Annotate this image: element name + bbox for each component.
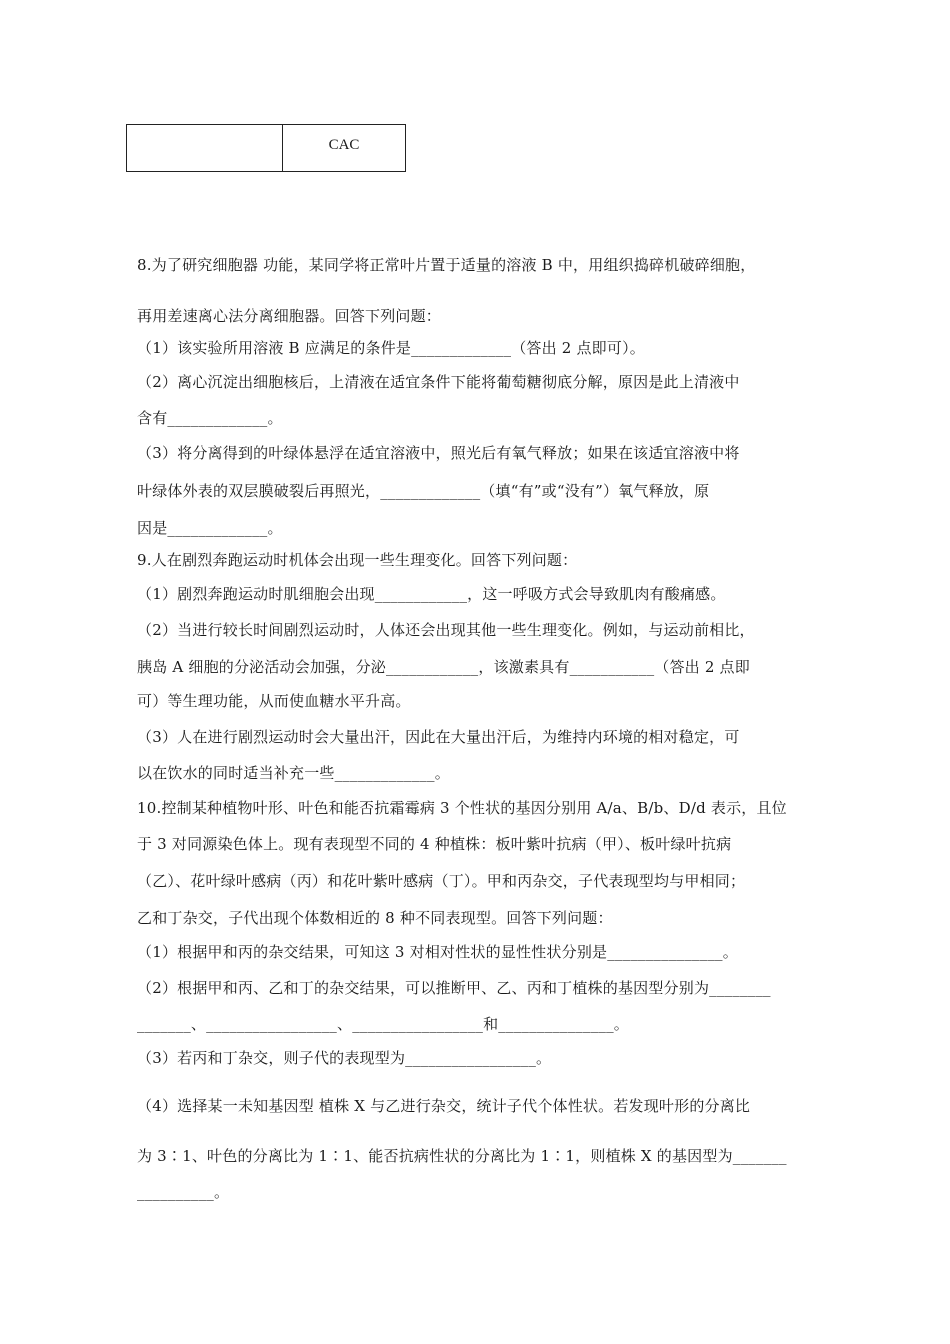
- q9-part2-line1: （2）当进行较长时间剧烈运动时，人体还会出现其他一些生理变化。例如，与运动前相比，: [137, 621, 755, 639]
- answer-table: [126, 124, 406, 172]
- q9-part2-line2: 胰岛 A 细胞的分泌活动会加强，分泌____________，该激素具有___________（答出 2 点即: [137, 658, 750, 676]
- q8-part3-line3: 因是_____________。: [137, 519, 283, 537]
- q8-part3-line2: 叶绿体外表的双层膜破裂后再照光，_____________（填“有”或“没有”）氧气释放，原: [137, 482, 710, 500]
- q10-part2-line2: _______、_________________、_________________和_______________。: [137, 1015, 630, 1033]
- q10-part3: （3）若丙和丁杂交，则子代的表现型为_________________。: [137, 1049, 552, 1067]
- q10-part1: （1）根据甲和丙的杂交结果，可知这 3 对相对性状的显性性状分别是_______________。: [137, 943, 738, 961]
- q8-part2-line1: （2）离心沉淀出细胞核后，上清液在适宜条件下能将葡萄糖彻底分解，原因是此上清液中: [137, 373, 740, 391]
- table-cell-answer: CAC: [328, 137, 360, 153]
- q8-stem-line1: 8.为了研究细胞器 功能，某同学将正常叶片置于适量的溶液 B 中，用组织捣碎机破碎细胞，: [137, 256, 756, 274]
- q9-stem: 9.人在剧烈奔跑运动时机体会出现一些生理变化。回答下列问题：: [137, 551, 578, 569]
- q10-part4-line3: __________。: [137, 1183, 230, 1201]
- q10-part4-line2: 为 3∶1、叶色的分离比为 1∶1、能否抗病性状的分离比为 1∶1，则植株 X 的基因型为_______: [137, 1147, 787, 1165]
- q10-stem-line4: 乙和丁杂交，子代出现个体数相近的 8 种不同表现型。回答下列问题：: [137, 909, 613, 927]
- q9-part2-line3: 可）等生理功能，从而使血糖水平升高。: [137, 692, 411, 710]
- q8-part3-line1: （3）将分离得到的叶绿体悬浮在适宜溶液中，照光后有氧气释放；如果在该适宜溶液中将: [137, 444, 740, 462]
- q10-stem-line2: 于 3 对同源染色体上。现有表现型不同的 4 种植株：板叶紫叶抗病（甲）、板叶绿叶抗病: [137, 835, 732, 853]
- q10-part2-line1: （2）根据甲和丙、乙和丁的杂交结果，可以推断甲、乙、丙和丁植株的基因型分别为________: [137, 979, 771, 997]
- q8-part2-line2: 含有_____________。: [137, 409, 283, 427]
- q10-stem-line1: 10.控制某种植物叶形、叶色和能否抗霜霉病 3 个性状的基因分别用 A/a、B/b、D/d 表示，且位: [137, 799, 787, 817]
- q9-part1: （1）剧烈奔跑运动时肌细胞会出现____________，这一呼吸方式会导致肌肉有酸痛感。: [137, 585, 726, 603]
- q8-part1: （1）该实验所用溶液 B 应满足的条件是_____________（答出 2 点即可）。: [137, 339, 645, 357]
- q10-part4-line1: （4）选择某一未知基因型 植株 X 与乙进行杂交，统计子代个体性状。若发现叶形的分离比: [137, 1097, 751, 1115]
- q9-part3-line2: 以在饮水的同时适当补充一些_____________。: [137, 764, 450, 782]
- q10-stem-line3: （乙）、花叶绿叶感病（丙）和花叶紫叶感病（丁）。甲和丙杂交，子代表现型均与甲相同；: [137, 872, 746, 890]
- q9-part3-line1: （3）人在进行剧烈运动时会大量出汗，因此在大量出汗后，为维持内环境的相对稳定，可: [137, 728, 740, 746]
- q8-stem-line2: 再用差速离心法分离细胞器。回答下列问题：: [137, 307, 442, 325]
- table-cell-empty: [127, 125, 283, 171]
